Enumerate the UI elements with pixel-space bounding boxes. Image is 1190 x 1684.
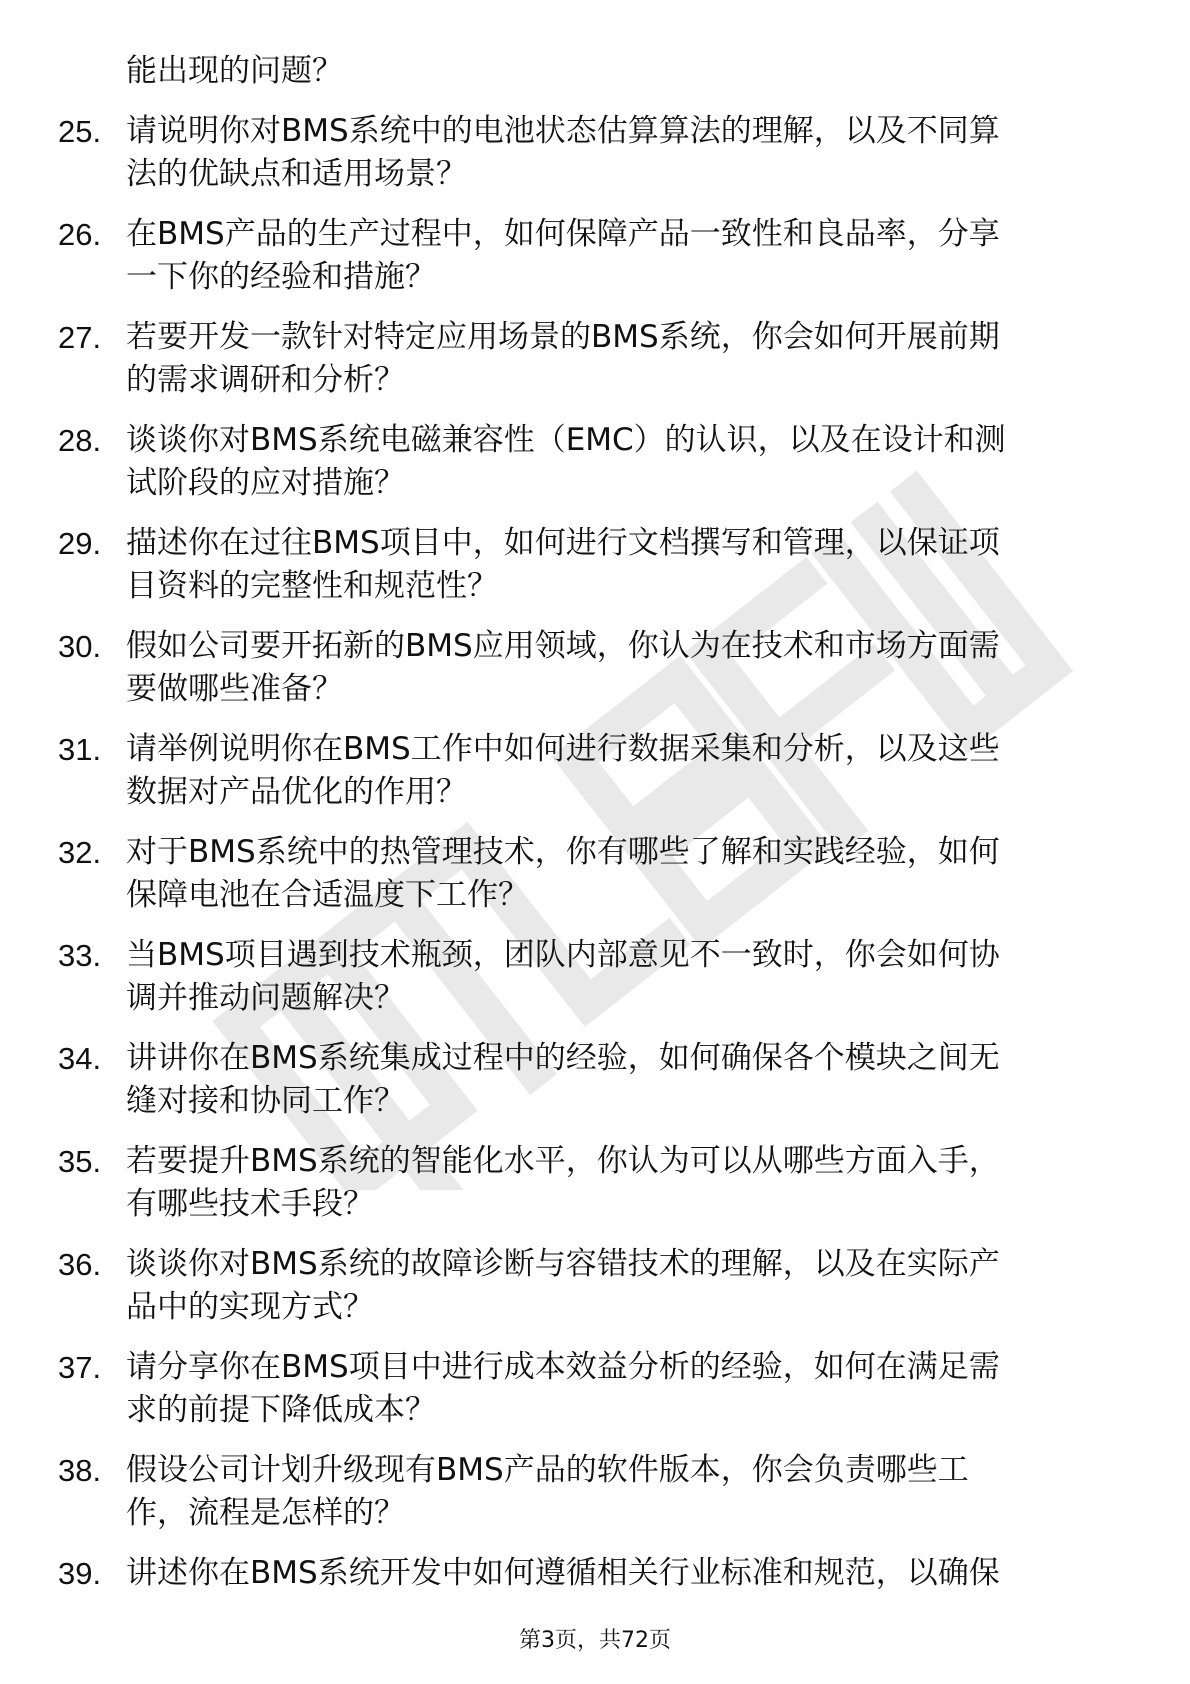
- item-number: 26.: [58, 217, 102, 252]
- item-line: 要做哪些准备？: [126, 671, 343, 707]
- list-item: [58, 1449, 1130, 1535]
- item-line: 谈谈你对BMS系统的故障诊断与容错技术的理解，以及在实际产: [126, 1246, 1000, 1282]
- item-line: 当BMS项目遇到技术瓶颈，团队内部意见不一致时，你会如何协: [126, 937, 1000, 973]
- item-number: 37.: [58, 1350, 102, 1385]
- item-line: 讲述你在BMS系统开发中如何遵循相关行业标准和规范，以确保: [126, 1555, 1000, 1591]
- item-text: [126, 1346, 1130, 1432]
- item-text: [126, 625, 1130, 711]
- item-line: 求的前提下降低成本？: [126, 1392, 436, 1428]
- list-item: [58, 1346, 1130, 1432]
- item-text: [126, 831, 1130, 917]
- item-number: 28.: [58, 423, 102, 458]
- item-line: 试阶段的应对措施？: [126, 465, 405, 501]
- item-line: 请说明你对BMS系统中的电池状态估算算法的理解，以及不同算: [126, 113, 1000, 149]
- item-line: 法的优缺点和适用场景？: [126, 156, 467, 192]
- item-line: 品中的实现方式？: [126, 1289, 374, 1325]
- item-line: 的需求调研和分析？: [126, 362, 405, 398]
- item-line: 假如公司要开拓新的BMS应用领域，你认为在技术和市场方面需: [126, 628, 1000, 664]
- item-text: [126, 1037, 1130, 1123]
- item-number: 35.: [58, 1144, 102, 1179]
- list-item: [58, 522, 1130, 608]
- item-line: 一下你的经验和措施？: [126, 259, 436, 295]
- item-number: 39.: [58, 1556, 102, 1591]
- item-number: 38.: [58, 1453, 102, 1488]
- item-line: 对于BMS系统中的热管理技术，你有哪些了解和实践经验，如何: [126, 834, 1000, 870]
- item-line: 描述你在过往BMS项目中，如何进行文档撰写和管理，以保证项: [126, 525, 1000, 561]
- continuation-text: 能出现的问题？: [126, 53, 343, 89]
- item-line: 数据对产品优化的作用？: [126, 774, 467, 810]
- item-text: [126, 1140, 1130, 1226]
- item-number: 27.: [58, 320, 102, 355]
- item-text: [126, 1449, 1130, 1535]
- item-number: 31.: [58, 732, 102, 767]
- item-number: 29.: [58, 526, 102, 561]
- list-item: [58, 419, 1130, 505]
- item-line: 保障电池在合适温度下工作？: [126, 877, 529, 913]
- item-line: 调并推动问题解决？: [126, 980, 405, 1016]
- item-line: 请举例说明你在BMS工作中如何进行数据采集和分析，以及这些: [126, 731, 1000, 767]
- item-text: [126, 316, 1130, 402]
- list-item: [58, 110, 1130, 196]
- list-item: [58, 1037, 1130, 1123]
- page-number-footer: 第3页，共72页: [519, 1628, 671, 1653]
- list-item: [58, 316, 1130, 402]
- item-line: 有哪些技术手段？: [126, 1186, 374, 1222]
- list-item: [58, 1552, 1130, 1595]
- item-line: 谈谈你对BMS系统电磁兼容性（EMC）的认识，以及在设计和测: [126, 422, 1006, 458]
- list-item: [58, 728, 1130, 814]
- item-text: [126, 213, 1130, 299]
- list-item: [58, 831, 1130, 917]
- item-text: [126, 728, 1130, 814]
- list-item: [58, 934, 1130, 1020]
- item-text: [126, 1552, 1130, 1595]
- item-line: 请分享你在BMS项目中进行成本效益分析的经验，如何在满足需: [126, 1349, 1000, 1385]
- item-line: 缝对接和协同工作？: [126, 1083, 405, 1119]
- list-item: [58, 1140, 1130, 1226]
- item-text: [126, 110, 1130, 196]
- item-line: 假设公司计划升级现有BMS产品的软件版本，你会负责哪些工: [126, 1452, 969, 1488]
- item-number: 34.: [58, 1041, 102, 1076]
- item-number: 30.: [58, 629, 102, 664]
- item-text: [126, 934, 1130, 1020]
- item-number: 33.: [58, 938, 102, 973]
- item-line: 作，流程是怎样的？: [126, 1495, 405, 1531]
- item-line: 在BMS产品的生产过程中，如何保障产品一致性和良品率，分享: [126, 216, 1000, 252]
- item-number: 32.: [58, 835, 102, 870]
- item-text: [126, 419, 1130, 505]
- item-text: [126, 1243, 1130, 1329]
- item-number: 25.: [58, 114, 102, 149]
- item-line: 目资料的完整性和规范性？: [126, 568, 498, 604]
- item-line: 若要提升BMS系统的智能化水平，你认为可以从哪些方面入手，: [126, 1143, 1000, 1179]
- list-item: [58, 1243, 1130, 1329]
- list-item: [58, 625, 1130, 711]
- item-line: 若要开发一款针对特定应用场景的BMS系统，你会如何开展前期: [126, 319, 1000, 355]
- item-text: [126, 522, 1130, 608]
- list-item: [58, 213, 1130, 299]
- item-line: 讲讲你在BMS系统集成过程中的经验，如何确保各个模块之间无: [126, 1040, 1000, 1076]
- question-list: [58, 50, 1130, 1595]
- item-number: 36.: [58, 1247, 102, 1282]
